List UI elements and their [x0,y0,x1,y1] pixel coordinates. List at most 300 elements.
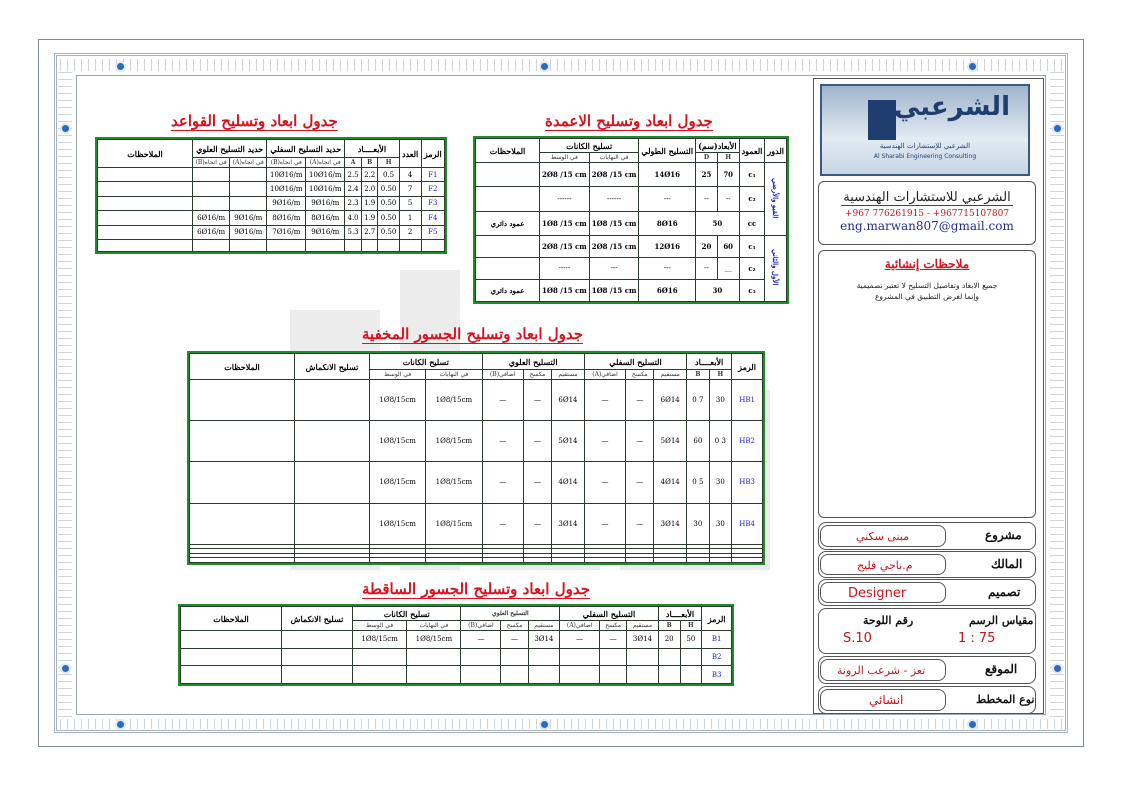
cell: HB3 [732,462,763,503]
cell [560,666,600,684]
cell [370,558,426,563]
cell: 8Ø16 [639,211,696,235]
cell: — [600,631,627,649]
sub-header: في اتجاه(A) [306,158,345,168]
cell [654,558,687,563]
sub-header: في النهايات [426,370,482,380]
cell [461,666,501,684]
sub-header: اضافي(B) [482,370,523,380]
cell [193,182,230,196]
header-dims: الأبعــــاد [687,354,732,370]
table-row [190,380,763,421]
header-count: العدد [399,140,421,168]
table-row [98,211,445,225]
header-notes: الملاحظات [476,139,540,163]
cell [190,421,295,462]
plan-type-label: نوع المخطط [976,693,1035,706]
cell: F3 [421,196,444,210]
cell: — [584,380,625,421]
cell [399,240,421,252]
sub-header: اضافي(B) [461,621,501,631]
sub-header: في النهايات [407,621,461,631]
cell: 1Ø8/15cm [426,503,482,544]
cell: 9Ø16/m [267,196,306,210]
cell: 0.50 [378,211,399,225]
cell [282,648,353,666]
header-shrink: تسليح الانكماش [282,607,353,631]
cell [680,666,702,684]
cell: 12Ø16 [639,235,696,257]
cell [282,666,353,684]
sheet-label: رقم اللوحة [863,614,914,627]
footings-title: جدول ابعاد وتسليح القواعد [171,112,338,130]
cell: 8Ø16/m [267,211,306,225]
frame-dot [117,63,124,70]
cell: HB4 [732,503,763,544]
cell: 60 [717,235,739,257]
header-top: التسليح العلوي [482,354,584,370]
dim-col: H [709,370,732,380]
cell [528,666,560,684]
sub-header: في النهايات [589,153,639,163]
cell: 9Ø16/m [230,225,267,239]
table-row [476,211,787,235]
floor-cell [765,163,787,236]
cell: — [626,462,654,503]
cell: — [482,462,523,503]
cell: ------ [589,187,639,211]
cell [523,558,551,563]
cell: F1 [421,168,444,182]
table-row [476,187,787,211]
frame-dot [541,63,548,70]
header-symbol: الرمز [732,354,763,380]
floor-label: الأول والثاني [771,249,781,286]
table-row [181,666,732,684]
cell: 10Ø16/m [306,182,345,196]
cell: 8Ø16/m [306,211,345,225]
cell: عمود دائري [476,279,540,301]
floor-label: القبو والأرضي [771,177,781,219]
ornament-band-bottom [60,719,1062,729]
table-row [190,503,763,544]
cell: 7 [399,182,421,196]
cell: 6Ø16/m [193,211,230,225]
cell [600,666,627,684]
cell [295,421,370,462]
cell [98,240,193,252]
cell: 50 [696,211,739,235]
sub-header: اضافي(A) [584,370,625,380]
cell [627,666,659,684]
cell [560,648,600,666]
cell: F4 [421,211,444,225]
cell [98,225,193,239]
cell: — [584,421,625,462]
cell: --- [639,257,696,279]
cell [193,240,230,252]
cell: 1 [399,211,421,225]
cell: HB1 [732,380,763,421]
header-long: التسليح الطولي [639,139,696,163]
dropped-beams-title: جدول ابعاد وتسليح الجسور الساقطة [362,580,590,598]
sub-header: مستقيم [654,370,687,380]
cell [181,666,282,684]
columns-table [473,136,789,304]
sub-header: مستقيم [552,370,585,380]
frame-dot [1054,665,1061,672]
cell [552,558,585,563]
cell [476,235,540,257]
frame-dot [1054,125,1061,132]
frame-dot [117,721,124,728]
header-ties: تسليح الكانات [353,607,461,621]
cell: 4 [399,168,421,182]
cell [476,163,540,187]
cell [407,666,461,684]
cell: — [626,421,654,462]
cell: 2.7 [361,225,378,239]
cell: 7 0 [687,380,710,421]
cell [230,240,267,252]
cell [482,558,523,563]
cell [98,182,193,196]
cell [687,558,710,563]
cell: 1Ø8 /15 cm [540,279,590,301]
cell: 1.9 [361,196,378,210]
cell: 20 [658,631,680,649]
ornament-band-right [1050,72,1064,718]
cell: 6Ø16 [639,279,696,301]
sub-header: اضافي(A) [560,621,600,631]
header-shrink: تسليح الانكماش [295,354,370,380]
cell: 9Ø16/m [306,196,345,210]
cell [98,196,193,210]
cell: — [560,631,600,649]
cell [98,211,193,225]
hidden-beams-table [187,351,765,565]
cell: 30 [709,503,732,544]
sub-header: مكسح [600,621,627,631]
cell: 25 [696,163,718,187]
company-logo [820,84,1030,176]
company-name: الشرعبي للاستشارات الهندسية [843,190,1011,205]
frame-dot [969,63,976,70]
cell [230,168,267,182]
table-row [476,257,787,279]
cell [407,648,461,666]
cell [295,462,370,503]
cell: 14Ø16 [639,163,696,187]
floor-cell [765,235,787,301]
header-ties: تسليح الكانات [540,139,639,153]
header-top: التسليح العلوي [461,607,560,621]
sub-header: في اتجاه(B) [267,158,306,168]
cell: 6Ø14 [654,380,687,421]
cell: c₁ [739,235,765,257]
cell: 30 [709,462,732,503]
cell [378,240,399,252]
cell [193,168,230,182]
cell: c₂ [739,187,765,211]
cell [181,631,282,649]
cell: 1Ø8/15cm [426,421,482,462]
cell: -- [717,187,739,211]
cell [476,187,540,211]
cell: 10Ø16/m [267,182,306,196]
cell: -- [696,257,718,279]
cell: 5 0 [687,462,710,503]
dim-col: D [696,153,718,163]
cell: 2Ø8 /15 cm [540,235,590,257]
header-ties: تسليح الكانات [370,354,483,370]
cell: 2.4 [345,182,362,196]
table-row [476,163,787,187]
cell: --- [639,187,696,211]
cell [426,558,482,563]
header-symbol: الرمز [421,140,444,168]
notes-line: جميع الابعاد وتفاصيل التسليح لا تعتبر تصميمية [856,281,998,290]
cell: 10Ø16/m [267,168,306,182]
table-row [98,168,445,182]
logo-subtitle-ar: الشرعبي للإستشارات الهندسية [879,142,971,150]
cell [98,168,193,182]
cell [421,240,444,252]
cell [282,631,353,649]
cell: 0.50 [378,225,399,239]
cell: — [482,503,523,544]
cell: — [461,631,501,649]
scale-value: 1 : 75 [958,631,996,646]
header-notes: الملاحظات [98,140,193,168]
frame-dot [541,721,548,728]
cell [295,503,370,544]
cell: F2 [421,182,444,196]
header-column: العمود [739,139,765,163]
cell: 10Ø16/m [306,168,345,182]
sub-header: في الوسط [540,153,590,163]
cell: F5 [421,225,444,239]
table-row [476,235,787,257]
cell: 2Ø8 /15 cm [589,235,639,257]
cell [190,462,295,503]
table-row [190,421,763,462]
dim-col: A [345,158,362,168]
cell: 1Ø8/15cm [370,380,426,421]
cell: 1Ø8/15cm [353,631,407,649]
frame-dot [62,665,69,672]
logo-subtitle-en: Al Sharabi Engineering Consulting [873,153,977,160]
email-address: eng.marwan807@gmail.com [840,219,1014,233]
sub-header: في الوسط [353,621,407,631]
sub-header: في الوسط [370,370,426,380]
header-floor: الدور [765,139,787,163]
cell [501,666,528,684]
header-dims: الأبعاد(سم) [696,139,739,153]
header-dims: الأبعــــاد [345,140,399,158]
scale-label: مقياس الرسم [969,614,1034,627]
sub-header: مستقيم [528,621,560,631]
cell: 7Ø16/m [267,225,306,239]
cell: c₂ [739,257,765,279]
cell [361,240,378,252]
cell: 9Ø16/m [230,211,267,225]
cell: 2 [399,225,421,239]
cell: 1Ø8/15cm [426,380,482,421]
cell: 60 [687,421,710,462]
cell: B1 [702,631,732,649]
cell: 5Ø14 [654,421,687,462]
cell [476,257,540,279]
cell [501,648,528,666]
cell: c₁ [739,163,765,187]
cell: 30 [687,503,710,544]
cell: 9Ø16/m [306,225,345,239]
logo-building-icon [868,100,896,140]
dim-col: H [378,158,399,168]
cell: 2.3 [345,196,362,210]
header-top: حديد التسليح العلوي [193,140,267,158]
cell: 1Ø8 /15 cm [589,211,639,235]
hidden-beams-title: جدول ابعاد وتسليح الجسور المخفية [362,325,584,343]
cell: 70 [717,163,739,187]
table-row [98,225,445,239]
cell: 6Ø16/m [193,225,230,239]
cell: — [482,421,523,462]
table-row [181,648,732,666]
cell [230,182,267,196]
cell [193,196,230,210]
cell: 4Ø14 [552,462,585,503]
cell: 5.3 [345,225,362,239]
owner-label: المالك [991,557,1023,571]
header-bottom: التسليح السفلي [560,607,659,621]
cell [181,648,282,666]
cell: 1Ø8/15cm [370,503,426,544]
cell: — [626,380,654,421]
cell: __ [717,257,739,279]
ornament-band-top [60,59,1062,71]
dim-col: B [687,370,710,380]
cell: — [523,462,551,503]
cell [190,380,295,421]
cell: 3Ø14 [654,503,687,544]
cell [353,666,407,684]
dim-col: H [717,153,739,163]
site-label: الموقع [985,662,1018,676]
cell [658,666,680,684]
cell: B3 [702,666,732,684]
cell: — [523,503,551,544]
cell: HB2 [732,421,763,462]
cell: 2.0 [361,182,378,196]
table-row [98,182,445,196]
cell [461,648,501,666]
header-dims: الأبعــــاد [658,607,701,621]
project-label: مشروع [985,528,1022,542]
header-bottom: حديد التسليح السفلي [267,140,345,158]
cell: ----- [540,257,590,279]
cell [600,648,627,666]
sheet-value: S.10 [843,631,872,646]
frame-dot [62,125,69,132]
notes-title: ملاحظات إنشائية [884,257,970,271]
cell: 1Ø8/15cm [370,462,426,503]
cell: 0.50 [378,196,399,210]
owner-value: م.ناجي فليح [857,559,913,572]
cell: B2 [702,648,732,666]
ornament-band-left [58,72,72,718]
cell [627,648,659,666]
sub-header: في اتجاه(A) [230,158,267,168]
cell: 4.0 [345,211,362,225]
cell: 5 [399,196,421,210]
columns-title: جدول ابعاد وتسليح الاعمدة [545,112,713,130]
cell: 1Ø8/15cm [426,462,482,503]
footings-table [95,137,447,254]
plan-type-value: انشائي [869,693,904,707]
table-row [190,462,763,503]
cell: 3Ø14 [627,631,659,649]
cell [680,648,702,666]
cell [658,648,680,666]
frame-dot [969,721,976,728]
cell [267,240,306,252]
site-value: تعز - شرعب الرونة [837,664,926,677]
cell: — [523,380,551,421]
notes-line: وإنما لغرض التطبيق في المشروع [874,292,980,301]
cell: 4Ø14 [654,462,687,503]
contact-box [818,181,1036,245]
design-label: تصميم [988,585,1021,599]
cell [709,558,732,563]
cell: 3 0 [709,421,732,462]
sub-header: مكسح [501,621,528,631]
dim-col: H [680,621,702,631]
cell [626,558,654,563]
cell: — [482,380,523,421]
cell: — [501,631,528,649]
cell: 1Ø8 /15 cm [540,211,590,235]
header-notes: الملاحظات [181,607,282,631]
table-row [181,631,732,649]
cell: — [584,462,625,503]
header-bottom: التسليح السفلي [584,354,686,370]
cell: 20 [696,235,718,257]
cell [345,240,362,252]
cell: 1Ø8/15cm [370,421,426,462]
cell: 50 [680,631,702,649]
cell: 0.50 [378,182,399,196]
cell: — [584,503,625,544]
cell [190,503,295,544]
cell: 2Ø8 /15 cm [589,163,639,187]
header-symbol: الرمز [702,607,732,631]
dropped-beams-table [178,604,734,686]
cell: 3Ø14 [528,631,560,649]
phone-numbers: +967 776261915 - +967715107807 [844,209,1010,219]
header-notes: الملاحظات [190,354,295,380]
table-row [476,279,787,301]
cell: — [523,421,551,462]
cell [353,648,407,666]
dim-col: B [658,621,680,631]
cell: -- [696,187,718,211]
cell [306,240,345,252]
dim-col: B [361,158,378,168]
sub-header: في اتجاه(B) [193,158,230,168]
table-row [98,240,445,252]
